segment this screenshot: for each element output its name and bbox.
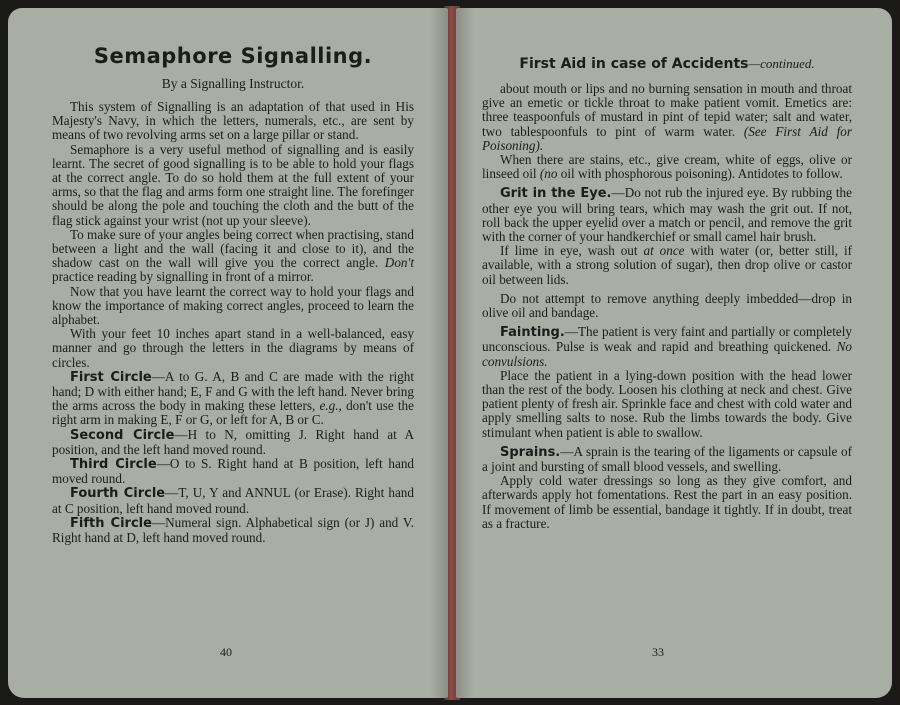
paragraph: To make sure of your angles being correct when practising, stand between a light and the wall (facing it and close to it), and the shadow cast on the wall will give you the correct angle. Don't practice reading by signalling in front of a mirror. xyxy=(52,226,414,285)
paragraph: With your feet 10 inches apart stand in a well-balanced, easy manner and go through the letters in the diagrams by means of circles. xyxy=(52,326,414,370)
running-head: First Aid in case of Accidents—continued. xyxy=(519,56,815,72)
grit-in-eye-paragraph: Grit in the Eye.—Do not rub the injured eye. By rubbing the other eye you will bring tears, which may wash the grit out. If not, roll back the upper eyelid over a match or pencil, and remove the grit with the corner of your handkerchief or small camel hair brush. xyxy=(482,185,853,245)
second-circle-paragraph: Second Circle—H to N, omitting J. Right hand at A position, and the left hand moved round. xyxy=(52,426,414,457)
fifth-circle-paragraph: Fifth Circle—Numeral sign. Alphabetical sign (or J) and V. Right hand at D, left hand moved round. xyxy=(52,514,414,546)
third-circle-paragraph: Third Circle—O to S. Right hand at B position, left hand moved round. xyxy=(52,456,415,487)
fourth-circle-paragraph: Fourth Circle—T, U, Y and ANNUL (or Erase). Right hand at C position, left hand moved round. xyxy=(52,485,414,516)
page-number: 33 xyxy=(652,645,664,659)
sprains-paragraph: Sprains.—A sprain is the tearing of the ligaments or capsule of a joint and bursting of small blood vessels, and swelling. xyxy=(482,443,852,475)
paragraph: Apply cold water dressings so long as they give comfort, and afterwards apply hot fomentations. Rest the part in an easy position. If movement of limb be essential, bandage it tightly. If in doubt, treat as a fracture. xyxy=(482,473,852,531)
page-number: 40 xyxy=(220,645,232,659)
paragraph: If lime in eye, wash out at once with water (or, better still, if available, with a strong solution of sugar), then drop olive or castor oil between lids. xyxy=(482,243,852,287)
paragraph: Semaphore is a very useful method of signalling and is easily learnt. The secret of good signalling is to be able to hold your flags at the correct angle. To do so hold them at the full extent of your arms, so that the flag and arms form one straight line. The forefinger should be along the pole and touching the cloth and the butt of the flag stick against your wrist (not up your sleeve). xyxy=(52,141,414,228)
paragraph: about mouth or lips and no burning sensation in mouth and throat give an emetic or tickle throat to make patient vomit. Emetics are: three teaspoonfuls of mustard in pint of tepid water; salt and water, two tablespoonfuls to pint of warm water. (See First Aid for Poisoning). xyxy=(482,81,853,153)
page-title: Semaphore Signalling. xyxy=(93,44,373,68)
paragraph: This system of Signalling is an adaptation of that used in His Majesty's Navy, in which the letters, numerals, etc., are sent by means of two revolving arms set on a large pillar or stand. xyxy=(52,99,414,143)
paragraph: Now that you have learnt the correct way to hold your flags and know the importance of making correct angles, proceed to learn the alphabet. xyxy=(52,283,414,328)
paragraph: Do not attempt to remove anything deeply imbedded—drop in olive oil and bandage. xyxy=(482,290,852,321)
first-circle-paragraph: First Circle—A to G. A, B and C are made with the right hand; D with either hand; E, F and G with the left hand. Never bring the arms across the body in making these letters, e.g., don't use the right arm in making E, F or G, or left for A, B or C. xyxy=(52,368,415,428)
fainting-paragraph: Fainting.—The patient is very faint and partially or completely unconscious. Pulse is weak and rapid and breathing quickened. No convulsions. xyxy=(482,324,852,369)
right-page xyxy=(456,8,892,698)
left-page xyxy=(8,8,448,698)
paragraph: Place the patient in a lying-down position with the head lower than the rest of the body. Loosen his clothing at neck and chest. Give patient plenty of fresh air. Sprinkle face and chest with cold water and apply smelling salts to nose. Rub the limbs towards the body. Give stimulant when patient is able to swallow. xyxy=(482,367,852,440)
paragraph: When there are stains, etc., give cream, white of eggs, olive or linseed oil (no oil with phosphorous poisoning). Antidotes to follow. xyxy=(482,152,852,182)
byline: By a Signalling Instructor. xyxy=(161,76,305,91)
